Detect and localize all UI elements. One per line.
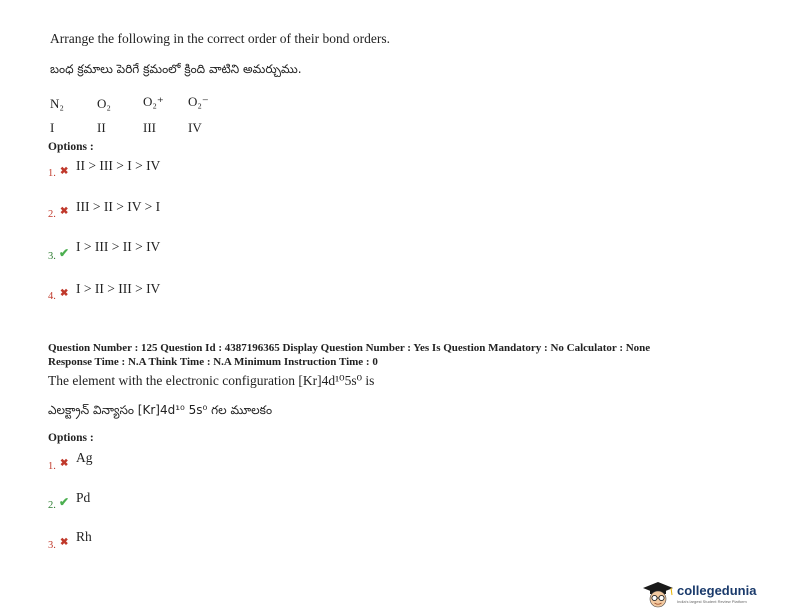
option-number: 2. <box>48 209 56 220</box>
molecule-4: O₂⁻ <box>188 94 209 109</box>
question-meta-line-2: Response Time : N.A Think Time : N.A Minimum Instruction Time : 0 <box>48 356 378 368</box>
question-1-text-te: బంధ క్రమాలు పెరిగే క్రమంలో క్రింది వాటిని అమర్చుము. <box>50 62 302 76</box>
option-number: 1. <box>48 461 56 472</box>
wrong-icon: ✖ <box>60 288 69 299</box>
options-label: Options : <box>48 432 94 444</box>
option-number: 3. <box>48 540 56 551</box>
option-number: 4. <box>48 291 56 302</box>
check-icon: ✔ <box>59 246 70 260</box>
graduate-mascot-icon <box>641 581 675 609</box>
molecule-2-label: II <box>97 120 106 135</box>
question-2-text-te: ఎలక్ట్రాన్ విన్యాసం [Kr]4d¹⁰ 5s⁰ గల మూలకం <box>48 403 273 417</box>
logo-name: collegedunia <box>677 583 757 598</box>
question-2-text-en: The element with the electronic configuration [Kr]4d¹⁰5s⁰ is <box>48 373 375 388</box>
logo-tagline: India's largest Student Review Platform <box>677 599 747 604</box>
option-text: III > II > IV > I <box>76 199 161 214</box>
wrong-icon: ✖ <box>60 458 69 469</box>
check-icon: ✔ <box>59 495 70 509</box>
wrong-icon: ✖ <box>60 206 69 217</box>
option-number: 1. <box>48 168 56 179</box>
molecule-1-label: I <box>50 120 55 135</box>
option-text: Ag <box>76 450 93 465</box>
wrong-icon: ✖ <box>60 537 69 548</box>
option-number: 3. <box>48 251 56 262</box>
options-label: Options : <box>48 141 94 153</box>
molecule-3: O₂⁺ <box>143 94 164 109</box>
option-text: II > III > I > IV <box>76 158 161 173</box>
molecule-4-label: IV <box>188 120 202 135</box>
option-text: I > III > II > IV <box>76 239 161 254</box>
option-text: Rh <box>76 529 92 544</box>
option-text: Pd <box>76 490 91 505</box>
option-number: 2. <box>48 500 56 511</box>
molecule-1: N₂ <box>50 96 64 111</box>
molecule-2: O₂ <box>97 96 111 111</box>
question-1-text-en: Arrange the following in the correct order of their bond orders. <box>50 31 391 46</box>
collegedunia-logo <box>641 581 757 609</box>
molecule-3-label: III <box>143 120 156 135</box>
wrong-icon: ✖ <box>60 166 69 177</box>
option-text: I > II > III > IV <box>76 281 161 296</box>
question-meta-line-1: Question Number : 125 Question Id : 4387196365 Display Question Number : Yes Is Question Mandatory : No Calculator : None <box>48 342 651 354</box>
